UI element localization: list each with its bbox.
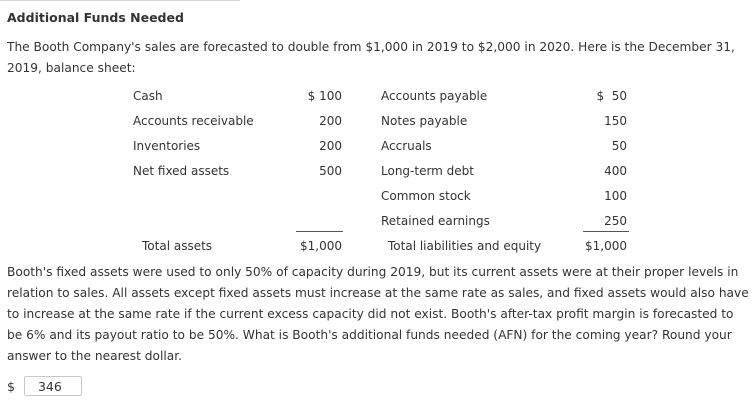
liability-label-notes-payable: Notes payable: [381, 114, 468, 128]
asset-label-accounts-receivable: Accounts receivable: [133, 114, 254, 128]
total-assets-value: $1,000: [300, 239, 342, 253]
currency-symbol: $: [7, 378, 15, 394]
liability-value-accruals: 50: [611, 139, 627, 153]
equity-value-retained-earnings: 250: [604, 214, 627, 228]
equity-value-common-stock: 100: [604, 189, 627, 203]
asset-label-inventories: Inventories: [133, 139, 201, 153]
liability-value-long-term-debt: 400: [604, 164, 627, 178]
problem-title: Additional Funds Needed: [7, 10, 184, 25]
liabilities-total-rule: [583, 231, 629, 232]
liability-label-long-term-debt: Long-term debt: [381, 164, 475, 178]
total-liabilities-label: Total liabilities and equity: [388, 239, 542, 253]
liability-value-notes-payable: 150: [604, 114, 627, 128]
top-divider: [0, 0, 240, 1]
asset-value-cash: $ 100: [307, 89, 342, 103]
equity-label-common-stock: Common stock: [381, 189, 471, 203]
liability-label-accounts-payable: Accounts payable: [381, 89, 488, 103]
asset-value-accounts-receivable: 200: [319, 114, 342, 128]
total-assets-label: Total assets: [142, 239, 213, 253]
liability-value-accounts-payable: $ 50: [596, 89, 627, 103]
equity-label-retained-earnings: Retained earnings: [381, 214, 490, 228]
liability-label-accruals: Accruals: [381, 139, 432, 153]
asset-value-net-fixed-assets: 500: [319, 164, 342, 178]
answer-row: [7, 375, 82, 397]
total-liabilities-value: $1,000: [585, 239, 627, 253]
question-text: Booth's fixed assets were used to only 50% of capacity during 2019, but its current assets were at their proper levels in relation to sales. All assets except fixed assets must increase at the same rate as sales, and fixed assets would also have to increase at the same rate if the current excess capacity did not exist. Booth's after-tax profit margin is forecasted to be 6% and its payout ratio to be 50%. What is Booth's additional funds needed (AFN) for the coming year? Round your answer to the nearest dollar.: [7, 265, 749, 363]
asset-label-cash: Cash: [133, 89, 163, 103]
problem-intro: The Booth Company's sales are forecasted to double from $1,000 in 2019 to $2,000 in 2020. Here is the December 31, 2019, balance sheet:: [7, 40, 735, 75]
afn-answer-input[interactable]: [24, 376, 82, 396]
asset-value-inventories: 200: [319, 139, 342, 153]
asset-label-net-fixed-assets: Net fixed assets: [133, 164, 230, 178]
assets-total-rule: [296, 231, 343, 232]
